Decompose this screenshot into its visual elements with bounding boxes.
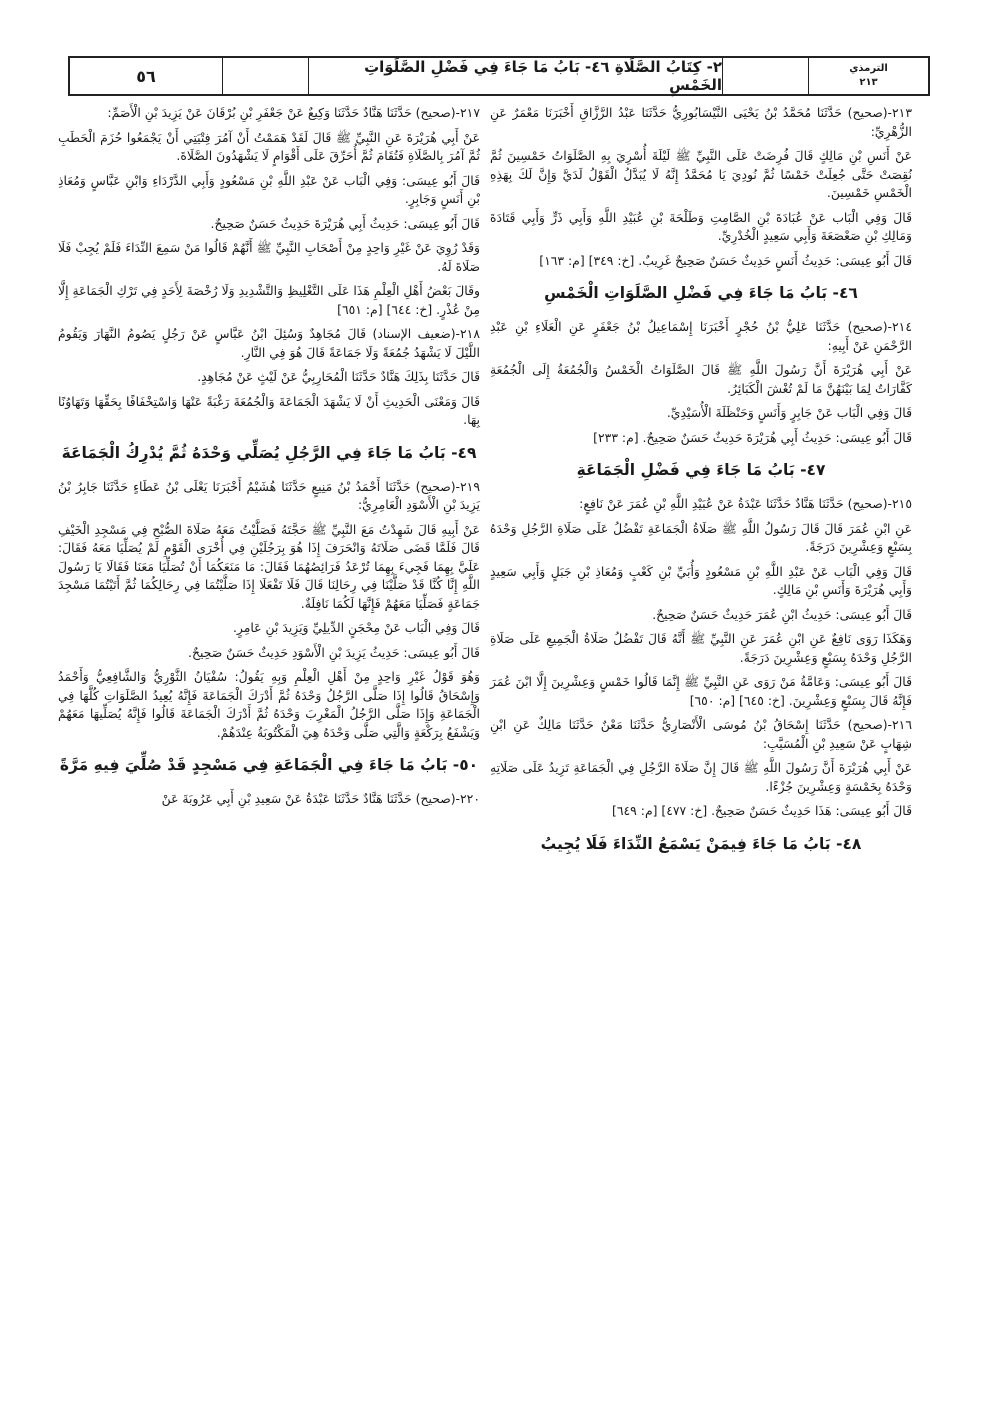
text-paragraph: قَالَ أَبُو عِيسَى: هَذَا حَدِيثٌ حَسَنٌ صَحِيحٌ. [خ: ٤٧٧] [م: ٦٤٩] xyxy=(612,803,912,818)
text-paragraph: ٢١٩-(صحيح) حَدَّثَنَا أَحْمَدُ بْنُ مَنِيعٍ حَدَّثَنَا هُشَيْمٌ أَخْبَرَنَا يَعْلَى بْنُ عَطَاءٍ حَدَّثَنَا جَابِرُ بْنُ يَزِيدَ بْنِ الْأَسْوَدِ الْعَامِرِيُّ: xyxy=(58,478,480,512)
chapter-heading: ٤٨- بَابُ مَا جَاءَ فِيمَنْ يَسْمَعُ النِّدَاءَ فَلَا يُجِيبُ xyxy=(540,834,862,853)
left-text-column xyxy=(58,104,480,815)
text-paragraph: عَنْ أَنَسِ بْنِ مَالِكٍ قَالَ فُرِضَتْ عَلَى النَّبِيِّ ﷺ لَيْلَةَ أُسْرِيَ بِهِ الصَّلَوَاتُ خَمْسِينَ ثُمَّ نُقِصَتْ حَتَّى جُعِلَتْ خَمْسًا ثُمَّ نُودِيَ يَا مُحَمَّدُ إِنَّهُ لَا يُبَدَّلُ الْقَوْلُ لَدَيَّ وَإِنَّ لَكَ بِهَذِهِ الْخَمْسِ خَمْسِينَ. xyxy=(490,148,912,200)
text-paragraph: ٢٢٠-(صحيح) حَدَّثَنَا هَنَّادٌ حَدَّثَنَا عَبْدَةُ عَنْ سَعِيدِ بْنِ أَبِي عَرُوبَةَ عَنْ xyxy=(161,791,480,806)
text-paragraph: ٢١٤-(صحيح) حَدَّثَنَا عَلِيُّ بْنُ حُجْرٍ أَخْبَرَنَا إِسْمَاعِيلُ بْنُ جَعْفَرٍ عَنِ الْعَلَاءِ بْنِ عَبْدِ الرَّحْمَنِ عَنْ أَبِيهِ: xyxy=(490,319,912,353)
text-paragraph: قَالَ وَمَعْنَى الْحَدِيثِ أَنْ لَا يَشْهَدَ الْجَمَاعَةَ وَالْجُمُعَةَ رَغْبَةً عَنْهَا وَاسْتِخْفَافًا بِحَقِّهَا وَتَهَاوُنًا بِهَا. xyxy=(58,393,480,427)
book-number: ٢١٣ xyxy=(859,77,878,88)
text-paragraph: قَالَ أَبُو عِيسَى: حَدِيثُ يَزِيدَ بْنِ الْأَسْوَدِ حَدِيثٌ حَسَنٌ صَحِيحٌ. xyxy=(188,644,480,660)
text-paragraph: عَنْ أَبِي هُرَيْرَةَ أَنَّ رَسُولَ اللَّهِ ﷺ قَالَ إِنَّ صَلَاةَ الرَّجُلِ فِي الْجَمَاعَةِ تَزِيدُ عَلَى صَلَاتِهِ وَحْدَهُ بِخَمْسَةٍ وَعِشْرِينَ جُزْءًا. xyxy=(490,760,912,794)
header-spacer-left xyxy=(222,58,308,94)
text-paragraph: وَهَكَذَا رَوَى نَافِعٌ عَنِ ابْنِ عُمَرَ عَنِ النَّبِيِّ ﷺ أَنَّهُ قَالَ تَفْضُلُ صَلَاةُ الْجَمِيعِ عَلَى صَلَاةِ الرَّجُلِ وَحْدَهُ بِسَبْعٍ وَعِشْرِينَ دَرَجَةً. xyxy=(490,631,912,665)
text-paragraph: قَالَ أَبُو عِيسَى: حَدِيثُ أَنَسٍ حَدِيثٌ حَسَنٌ صَحِيحٌ غَرِيبٌ. [خ: ٣٤٩] [م: ١٦٣] xyxy=(539,252,912,268)
text-paragraph: عَنْ أَبِي هُرَيْرَةَ أَنَّ رَسُولَ اللَّهِ ﷺ قَالَ الصَّلَوَاتُ الْخَمْسُ وَالْجُمُعَةُ إِلَى الْجُمُعَةِ كَفَّارَاتٌ لِمَا بَيْنَهُنَّ مَا لَمْ تُغْشَ الْكَبَائِرُ. xyxy=(490,362,912,396)
text-paragraph: ٢١٥-(صحيح) حَدَّثَنَا هَنَّادٌ حَدَّثَنَا عَبْدَةُ عَنْ عُبَيْدِ اللَّهِ بْنِ عُمَرَ عَنْ نَافِعٍ: xyxy=(579,496,912,511)
text-paragraph: وَهُوَ قَوْلُ غَيْرِ وَاحِدٍ مِنْ أَهْلِ الْعِلْمِ وَبِهِ يَقُولُ: سُفْيَانُ الثَّوْرِيُّ وَالشَّافِعِيُّ وَأَحْمَدُ وَإِسْحَاقُ قَالُوا إِذَا صَلَّى الرَّجُلُ وَحْدَهُ ثُمَّ أَدْرَكَ الْجَمَاعَةَ فَإِنَّهُ يُعِيدُ الصَّلَوَاتِ كُلَّهَا فِي الْجَمَاعَةِ وَإِذَا صَلَّى الرَّجُلُ الْمَغْرِبَ وَحْدَهُ ثُمَّ أَدْرَكَ الْجَمَاعَةَ قَالُوا فَإِنَّهُ يُصَلِّيهَا مَعَهُمْ وَيَشْفَعُ بِرَكْعَةٍ وَالَّتِي صَلَّى وَحْدَهُ هِيَ الْمَكْتُوبَةُ عِنْدَهُمْ. xyxy=(58,669,480,740)
text-paragraph: عَنِ ابْنِ عُمَرَ قَالَ قَالَ رَسُولُ اللَّهِ ﷺ صَلَاةُ الْجَمَاعَةِ تَفْضُلُ عَلَى صَلَاةِ الرَّجُلِ وَحْدَهُ بِسَبْعٍ وَعِشْرِينَ دَرَجَةً. xyxy=(490,520,912,554)
text-paragraph: قَالَ وَفِي الْبَاب عَنْ عُبَادَةَ بْنِ الصَّامِتِ وَطَلْحَةَ بْنِ عُبَيْدِ اللَّهِ وَأَبِي ذَرٍّ وَأَبِي قَتَادَةَ وَمَالِكِ بْنِ صَعْصَعَةَ وَأَبِي سَعِيدٍ الْخُدْرِيِّ. xyxy=(490,209,912,243)
chapter-heading: ٤٧- بَابُ مَا جَاءَ فِي فَضْلِ الْجَمَاعَةِ xyxy=(576,461,826,479)
text-paragraph: قَالَ أَبُو عِيسَى: وَعَامَّةُ مَنْ رَوَى عَنِ النَّبِيِّ ﷺ إِنَّمَا قَالُوا خَمْسٍ وَعِشْرِينَ إِلَّا ابْنَ عُمَرَ فَإِنَّهُ قَالَ بِسَبْعٍ وَعِشْرِينَ. [خ: ٦٤٥] [م: ٦٥٠] xyxy=(490,674,912,708)
text-paragraph: قَالَ حَدَّثَنَا بِذَلِكَ هَنَّادٌ حَدَّثَنَا الْمُحَارِبِيُّ عَنْ لَيْثٍ عَنْ مُجَاهِدٍ. xyxy=(197,369,480,384)
header-spacer-right xyxy=(722,58,808,94)
text-paragraph: قَالَ أَبُو عِيسَى: وَفِي الْبَاب عَنْ عَبْدِ اللَّهِ بْنِ مَسْعُودٍ وَأَبِي الدَّرْدَاءِ وَابْنِ عَبَّاسٍ وَمُعَاذِ بْنِ أَنَسٍ وَجَابِرٍ. xyxy=(58,172,480,206)
book-name: الترمذي xyxy=(849,63,888,74)
text-paragraph: ٢١٨-(ضعيف الإسناد) قَالَ مُجَاهِدٌ وَسُئِلَ ابْنُ عَبَّاسٍ عَنْ رَجُلٍ يَصُومُ النَّهَارَ وَيَقُومُ اللَّيْلَ لَا يَشْهَدُ جُمُعَةً وَلَا جَمَاعَةً قَالَ هُوَ فِي النَّارِ. xyxy=(58,326,480,360)
running-title: ٢- كِتَابُ الصَّلَاةِ ٤٦- بَابُ مَا جَاءَ فِي فَضْلِ الصَّلَوَاتِ الخَمْسِ xyxy=(308,58,722,94)
text-paragraph: وقَالَ بَعْضُ أَهْلِ الْعِلْمِ هَذَا عَلَى التَّغْلِيظِ وَالتَّشْدِيدِ وَلَا رُخْصَةَ لِأَحَدٍ فِي تَرْكِ الْجَمَاعَةِ إِلَّا مِنْ عُذْرٍ. [خ: ٦٤٤] [م: ٦٥١] xyxy=(58,283,480,317)
text-paragraph: عَنْ أَبِيهِ قَالَ شَهِدْتُ مَعَ النَّبِيِّ ﷺ حَجَّتَهُ فَصَلَّيْتُ مَعَهُ صَلَاةَ الصُّبْحِ فِي مَسْجِدِ الْخَيْفِ قَالَ فَلَمَّا قَضَى صَلَاتَهُ وَانْحَرَفَ إِذَا هُوَ بِرَجُلَيْنِ فِي أُخْرَى الْقَوْمِ لَمْ يُصَلِّيَا مَعَهُ فَقَالَ: عَلَيَّ بِهِمَا فَجِيءَ بِهِمَا تُرْعَدُ فَرَائِصُهُمَا فَقَالَ: مَا مَنَعَكُمَا أَنْ تُصَلِّيَا مَعَنَا فَقَالَا يَا رَسُولَ اللَّهِ إِنَّا كُنَّا قَدْ صَلَّيْنَا فِي رِحَالِنَا قَالَ فَلَا تَفْعَلَا إِذَا صَلَّيْتُمَا فِي رِحَالِكُمَا ثُمَّ أَتَيْتُمَا مَسْجِدَ جَمَاعَةٍ فَصَلِّيَا مَعَهُمْ فَإِنَّهَا لَكُمَا نَافِلَةٌ. xyxy=(58,521,480,611)
text-paragraph: وَقَدْ رُوِيَ عَنْ غَيْرِ وَاحِدٍ مِنْ أَصْحَابِ النَّبِيِّ ﷺ أَنَّهُمْ قَالُوا مَنْ سَمِعَ النِّدَاءَ فَلَمْ يُجِبْ فَلَا صَلَاةَ لَهُ. xyxy=(58,240,480,274)
text-paragraph: عَنْ أَبِي هُرَيْرَةَ عَنِ النَّبِيِّ ﷺ قَالَ لَقَدْ هَمَمْتُ أَنْ آمُرَ فِتْيَتِي أَنْ يَجْمَعُوا حُزَمَ الْحَطَبِ ثُمَّ آمُرَ بِالصَّلَاةِ فَتُقَامَ ثُمَّ أُحَرِّقَ عَلَى أَقْوَامٍ لَا يَشْهَدُونَ الصَّلَاةَ. xyxy=(58,129,480,163)
page-number: ٥٦ xyxy=(136,66,156,86)
chapter-heading: ٤٩- بَابُ مَا جَاءَ فِي الرَّجُلِ يُصَلِّي وَحْدَهُ ثُمَّ يُدْرِكُ الْجَمَاعَةَ xyxy=(61,443,477,462)
text-paragraph: قَالَ وَفِي الْبَاب عَنْ مِحْجَنٍ الدِّيلِيِّ وَيَزِيدَ بْنِ عَامِرٍ. xyxy=(232,620,480,635)
book-label xyxy=(808,58,928,94)
chapter-heading: ٤٦- بَابُ مَا جَاءَ فِي فَضْلِ الصَّلَوَاتِ الْخَمْسِ xyxy=(544,284,858,302)
text-paragraph: قَالَ وَفِي الْبَاب عَنْ عَبْدِ اللَّهِ بْنِ مَسْعُودٍ وَأُبَيِّ بْنِ كَعْبٍ وَمُعَاذِ بْنِ جَبَلٍ وَأَبِي سَعِيدٍ وَأَبِي هُرَيْرَةَ وَأَنَسِ بْنِ مَالِكٍ. xyxy=(490,563,912,597)
text-paragraph: قَالَ أَبُو عِيسَى: حَدِيثُ أَبِي هُرَيْرَةَ حَدِيثٌ حَسَنٌ صَحِيحٌ. xyxy=(210,215,480,231)
chapter-heading: ٥٠- بَابُ مَا جَاءَ فِي الْجَمَاعَةِ فِي مَسْجِدٍ قَدْ صُلِّيَ فِيهِ مَرَّةً xyxy=(59,756,479,774)
text-paragraph: قَالَ أَبُو عِيسَى: حَدِيثُ ابْنِ عُمَرَ حَدِيثٌ حَسَنٌ صَحِيحٌ. xyxy=(652,606,912,622)
text-paragraph: ٢١٦-(صحيح) حَدَّثَنَا إِسْحَاقُ بْنُ مُوسَى الْأَنْصَارِيُّ حَدَّثَنَا مَعْنٌ حَدَّثَنَا مَالِكٌ عَنِ ابْنِ شِهَابٍ عَنْ سَعِيدِ بْنِ الْمُسَيَّبِ: xyxy=(490,717,912,751)
text-paragraph: ٢١٧-(صحيح) حَدَّثَنَا هَنَّادٌ حَدَّثَنَا وَكِيعٌ عَنْ جَعْفَرِ بْنِ بُرْقَانَ عَنْ يَزِيدَ بْنِ الْأَصَمِّ: xyxy=(107,105,480,120)
right-text-column xyxy=(490,104,912,869)
text-paragraph: ٢١٣-(صحيح) حَدَّثَنَا مُحَمَّدُ بْنُ يَحْيَى النَّيْسَابُورِيُّ حَدَّثَنَا عَبْدُ الرَّزَّاقِ أَخْبَرَنَا مَعْمَرٌ عَنِ الزُّهْرِيِّ: xyxy=(490,105,912,139)
page-header xyxy=(68,56,930,96)
text-paragraph: قَالَ أَبُو عِيسَى: حَدِيثُ أَبِي هُرَيْرَةَ حَدِيثٌ حَسَنٌ صَحِيحٌ. [م: ٢٣٣] xyxy=(593,429,912,445)
text-paragraph: قَالَ وَفِي الْبَاب عَنْ جَابِرٍ وَأَنَسٍ وَحَنْظَلَةَ الْأُسَيْدِيِّ. xyxy=(666,405,912,420)
